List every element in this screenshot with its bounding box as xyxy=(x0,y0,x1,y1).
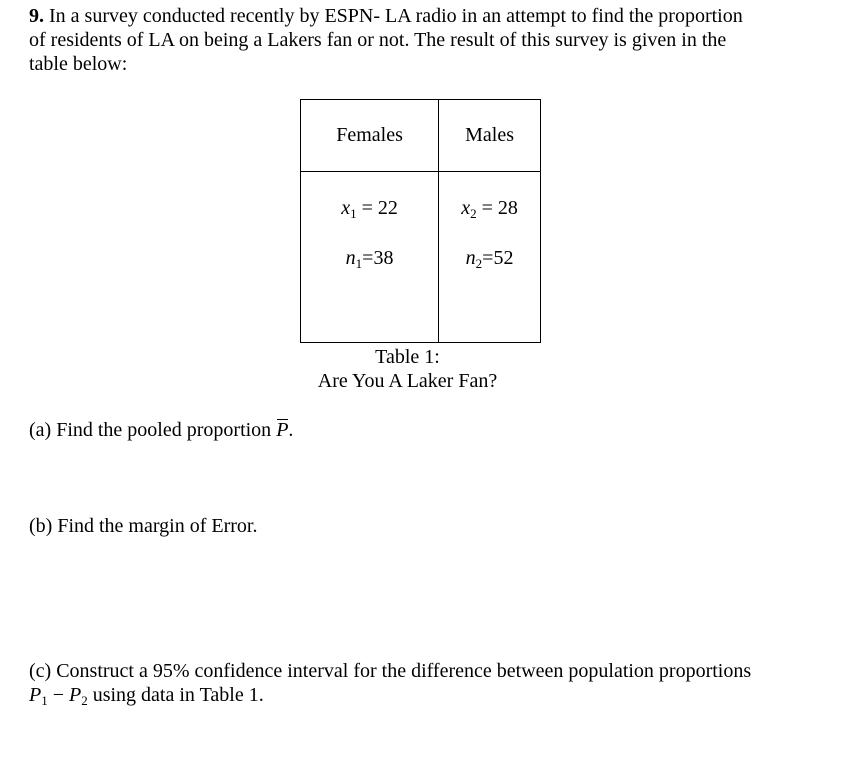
table-caption-subtitle: Are You A Laker Fan? xyxy=(317,370,498,392)
males-n: $n_2=52$ xyxy=(465,247,514,271)
table-data-row xyxy=(301,172,541,343)
part-a-text: (a) Find the pooled proportion xyxy=(29,419,272,441)
part-c-rest: using data in Table 1. xyxy=(92,684,264,706)
question-line-2: of residents of LA on being a Lakers fan or not. The result of this survey is given in the xyxy=(29,29,727,51)
header-males: Males xyxy=(439,100,541,172)
part-c-line-1: (c) Construct a 95% confidence interval for the difference between population proportions xyxy=(29,660,752,682)
part-a xyxy=(29,418,293,442)
females-x: $x_1 = 22$ xyxy=(341,197,398,221)
cell-males xyxy=(439,172,541,343)
question-number: 9. xyxy=(29,5,44,27)
table-caption-title: Table 1: xyxy=(375,346,440,368)
pooled-proportion-symbol: P xyxy=(276,419,289,441)
question-text-1: In a survey conducted recently by ESPN- LA radio in an attempt to find the proportion xyxy=(49,5,743,27)
table-header-row xyxy=(301,100,541,172)
p1-symbol: P xyxy=(29,684,42,706)
question-line-3: table below: xyxy=(29,53,128,75)
part-c-line-2: $P_1 - P_2$ using data in Table 1. xyxy=(29,684,264,708)
p2-symbol: P xyxy=(69,684,82,706)
males-x: $x_2 = 28$ xyxy=(461,197,518,221)
header-females: Females xyxy=(301,100,439,172)
cell-females xyxy=(301,172,439,343)
part-b: (b) Find the margin of Error. xyxy=(29,515,258,537)
females-n: $n_1=38$ xyxy=(345,247,394,271)
minus-sign: − xyxy=(52,684,64,706)
question-line-1 xyxy=(29,4,743,28)
survey-table xyxy=(300,99,541,343)
part-a-period: . xyxy=(288,419,294,441)
